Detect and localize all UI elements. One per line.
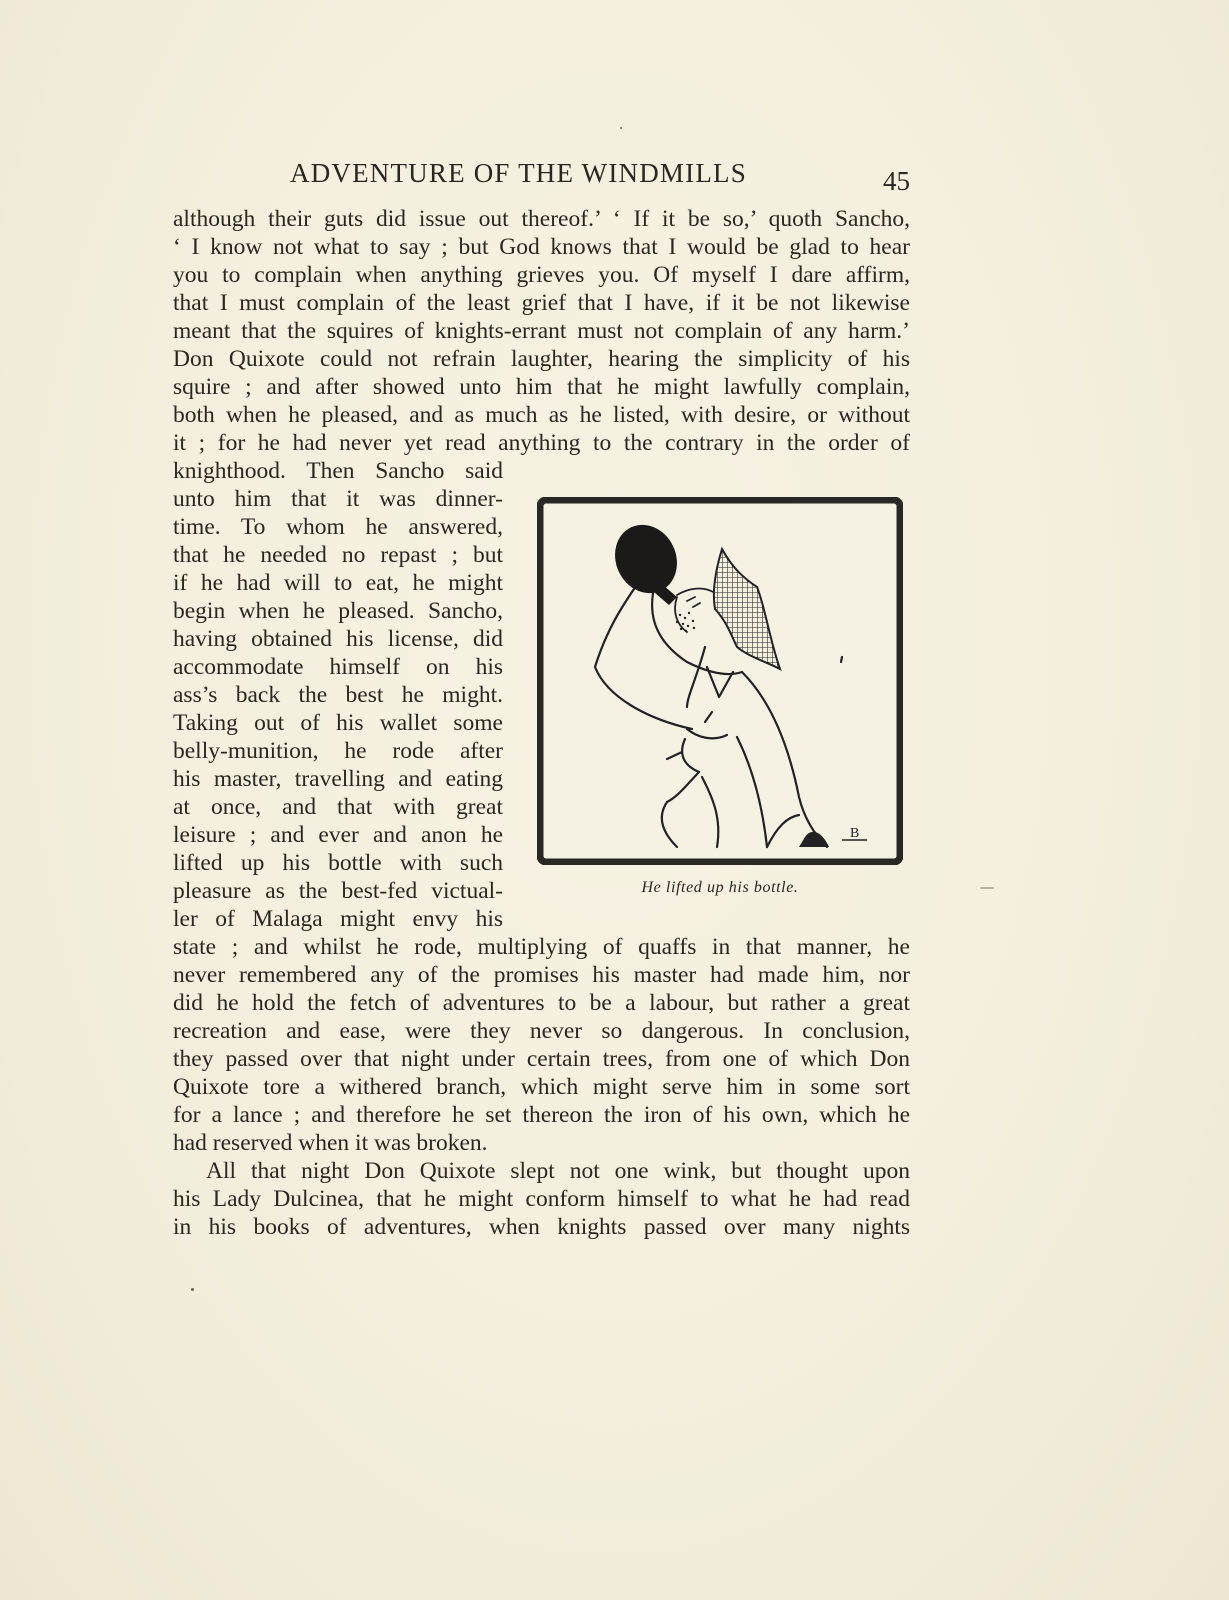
text-line: if he had will to eat, he might bbox=[173, 570, 503, 596]
text-line: ler of Malaga might envy his bbox=[173, 906, 503, 932]
text-line: unto him that it was dinner- bbox=[173, 486, 503, 512]
text-line: meant that the squires of knights-errant must not complain of any harm.’ bbox=[173, 318, 910, 344]
text-line: squire ; and after showed unto him that he might lawfully complain, bbox=[173, 374, 910, 400]
paper-speck bbox=[620, 127, 622, 129]
text-line: in his books of adventures, when knights passed over many nights bbox=[173, 1214, 910, 1240]
text-line: although their guts did issue out thereof.’ ‘ If it be so,’ quoth Sancho, bbox=[173, 206, 910, 232]
text-line: they passed over that night under certain trees, from one of which Don bbox=[173, 1046, 910, 1072]
illustration bbox=[537, 497, 903, 865]
text-line: his Lady Dulcinea, that he might conform himself to what he had read bbox=[173, 1186, 910, 1212]
text-line: begin when he pleased. Sancho, bbox=[173, 598, 503, 624]
text-line: both when he pleased, and as much as he listed, with desire, or without bbox=[173, 402, 910, 428]
text-line: All that night Don Quixote slept not one wink, but thought upon bbox=[206, 1158, 910, 1184]
text-line: lifted up his bottle with such bbox=[173, 850, 503, 876]
text-line: having obtained his license, did bbox=[173, 626, 503, 652]
text-line: knighthood. Then Sancho said bbox=[173, 458, 503, 484]
text-line: state ; and whilst he rode, multiplying of quaffs in that manner, he bbox=[173, 934, 910, 960]
text-line: his master, travelling and eating bbox=[173, 766, 503, 792]
text-line: never remembered any of the promises his master had made him, nor bbox=[173, 962, 910, 988]
text-line: Quixote tore a withered branch, which might serve him in some sort bbox=[173, 1074, 910, 1100]
text-line: ass’s back the best he might. bbox=[173, 682, 503, 708]
text-line: leisure ; and ever and anon he bbox=[173, 822, 503, 848]
text-line: that I must complain of the least grief that I have, if it be not likewise bbox=[173, 290, 910, 316]
text-line: Don Quixote could not refrain laughter, hearing the simplicity of his bbox=[173, 346, 910, 372]
page-number: 45 bbox=[883, 166, 910, 196]
text-line: you to complain when anything grieves you. Of myself I dare affirm, bbox=[173, 262, 910, 288]
text-line: belly-munition, he rode after bbox=[173, 738, 503, 764]
text-line: it ; for he had never yet read anything to the contrary in the order of bbox=[173, 430, 910, 456]
paper-speck bbox=[980, 887, 994, 889]
illustration-drawing bbox=[537, 497, 903, 865]
running-title: ADVENTURE OF THE WINDMILLS bbox=[290, 158, 747, 188]
paper-speck bbox=[191, 1288, 194, 1291]
text-line: for a lance ; and therefore he set thereon the iron of his own, which he bbox=[173, 1102, 910, 1128]
text-line: that he needed no repast ; but bbox=[173, 542, 503, 568]
text-line: ‘ I know not what to say ; but God knows that I would be glad to hear bbox=[173, 234, 910, 260]
text-line: pleasure as the best-fed victual- bbox=[173, 878, 503, 904]
text-line: time. To whom he answered, bbox=[173, 514, 503, 540]
text-line: accommodate himself on his bbox=[173, 654, 503, 680]
illustration-caption: He lifted up his bottle. bbox=[641, 879, 799, 896]
text-line: did he hold the fetch of adventures to be a labour, but rather a great bbox=[173, 990, 910, 1016]
text-line: Taking out of his wallet some bbox=[173, 710, 503, 736]
text-line: recreation and ease, were they never so dangerous. In conclusion, bbox=[173, 1018, 910, 1044]
text-line: at once, and that with great bbox=[173, 794, 503, 820]
text-line: had reserved when it was broken. bbox=[173, 1130, 488, 1156]
monogram: B bbox=[850, 826, 860, 841]
